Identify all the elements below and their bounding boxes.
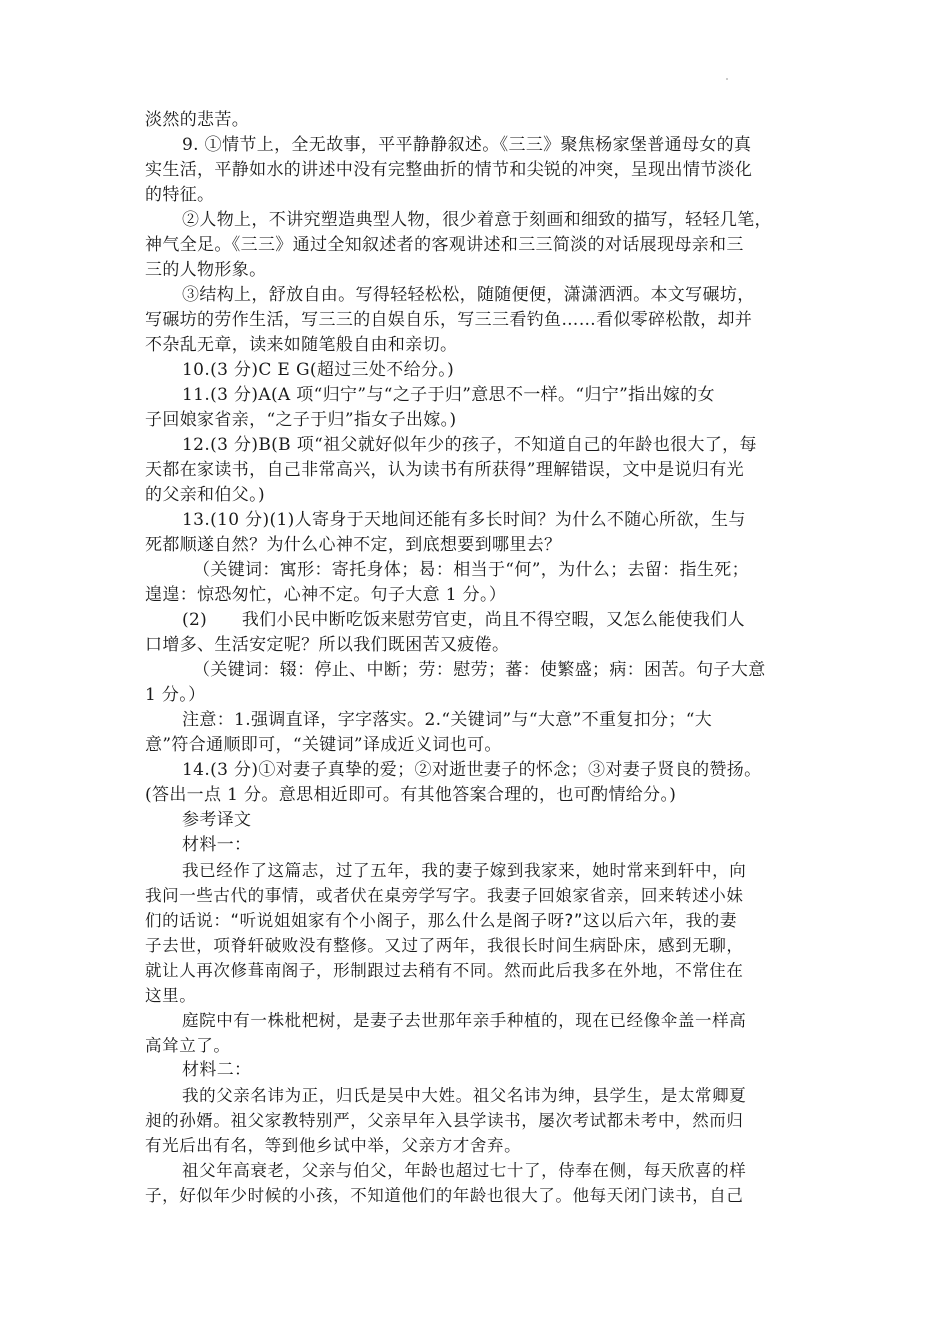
answer-11-line: 11.(3 分)A(A 项“归宁”与“之子于归”意思不一样。“归宁”指出嫁的女 [182,385,715,405]
text-line: 祖父年高衰老，父亲与伯父，年龄也超过七十了，侍奉在侧，每天欣喜的样 [182,1161,747,1180]
text-line: 神气全足。《三三》通过全知叙述者的客观讲述和三三简淡的对话展现母亲和三 [145,235,744,255]
answer-9-line: 9. ①情节上，全无故事，平平静静叙述。《三三》聚焦杨家堡普通母女的真 [182,135,752,155]
text-line: 我已经作了这篇志，过了五年，我的妻子嫁到我家来，她时常来到轩中，向 [182,861,747,880]
text-line: 三的人物形象。 [145,260,267,280]
text-line: （关键词：辍：停止、中断；劳：慰劳；蕃：使繁盛；病：困苦。句子大意 [193,660,766,680]
answer-13-line: 13.(10 分)(1)人寄身于天地间还能有多长时间？为什么不随心所欲，生与 [182,510,746,530]
text-line: 意”符合通顺即可，“关键词”译成近义词也可。 [145,735,502,755]
answer-14-line: 14.(3 分)①对妻子真挚的爱；②对逝世妻子的怀念；③对妻子贤良的赞扬。 [182,760,762,780]
note-line: 注意：1.强调直译，字字落实。2.“关键词”与“大意”不重复扣分；“大 [182,710,713,730]
text-line: 的父亲和伯父。) [145,485,265,505]
text-line: (答出一点 1 分。意思相近即可。有其他答案合理的，也可酌情给分。) [145,785,677,805]
section-heading: 参考译文 [182,810,252,830]
answer-12-line: 12.(3 分)B(B 项“祖父就好似年少的孩子，不知道自己的年龄也很大了，每 [182,435,757,455]
text-line: 就让人再次修葺南阁子，形制跟过去稍有不同。然而此后我多在外地，不常住在 [145,961,744,980]
text-line: 1 分。） [145,685,206,705]
text-line: 庭院中有一株枇杷树，是妻子去世那年亲手种植的，现在已经像伞盖一样高 [182,1011,747,1030]
text-line: 昶的孙婿。祖父家教特别严，父亲早年入县学读书，屡次考试都未考中，然而归 [145,1111,744,1130]
text-line: 子回娘家省亲，“之子于归”指女子出嫁。) [145,410,457,430]
text-line: 写碾坊的劳作生活，写三三的自娱自乐，写三三看钓鱼……看似零碎松散，却并 [145,310,753,330]
text-line: 们的话说：“听说姐姐家有个小阁子，那么什么是阁子呀?”这以后六年，我的妻 [145,911,737,930]
material-heading: 材料二： [182,1060,252,1080]
text-line: 我问一些古代的事情，或者伏在桌旁学写字。我妻子回娘家省亲，回来转述小妹 [145,886,744,905]
text-line: ②人物上，不讲究塑造典型人物，很少着意于刻画和细致的描写，轻轻几笔， [182,210,772,230]
text-line: 有光后出有名，等到他乡试中举，父亲方才舍弃。 [145,1136,522,1155]
text-line: 高耸立了。 [145,1036,231,1055]
text-line: 天都在家读书，自己非常高兴，认为读书有所获得”理解错误，文中是说归有光 [145,460,744,480]
text-line: 不杂乱无章，读来如随笔般自由和亲切。 [145,335,458,355]
text-line: 这里。 [145,986,197,1005]
text-line: 的特征。 [145,185,215,205]
document-body [145,108,810,1208]
material-heading: 材料一： [182,835,252,855]
text-line: （关键词：寓形：寄托身体；曷：相当于“何”，为什么；去留：指生死； [193,560,749,580]
text-line: 子去世，项脊轩破败没有整修。又过了两年，我很长时间生病卧床，感到无聊， [145,936,744,955]
scan-speck [726,78,728,80]
text-line: 死都顺遂自然？为什么心神不定，到底想要到哪里去？ [145,535,562,555]
text-line: 我的父亲名讳为正，归氏是吴中大姓。祖父名讳为绅，县学生，是太常卿夏 [182,1086,747,1105]
text-line: 实生活，平静如水的讲述中没有完整曲折的情节和尖锐的冲突，呈现出情节淡化 [145,160,753,180]
text-line: ③结构上，舒放自由。写得轻轻松松，随随便便，潇潇洒洒。本文写碾坊， [182,285,755,305]
answer-10-line: 10.(3 分)C E G(超过三处不给分。) [182,360,455,380]
text-line: 淡然的悲苦。 [145,110,250,130]
text-line: 遑遑：惊恐匆忙，心神不定。句子大意 1 分。） [145,585,507,605]
text-line: (2) 我们小民中断吃饭来慰劳官吏，尚且不得空暇，又怎么能使我们人 [182,610,745,630]
text-line: 子，好似年少时候的小孩，不知道他们的年龄也很大了。他每天闭门读书，自己 [145,1186,744,1205]
text-line: 口增多、生活安定呢？所以我们既困苦又疲倦。 [145,635,510,655]
